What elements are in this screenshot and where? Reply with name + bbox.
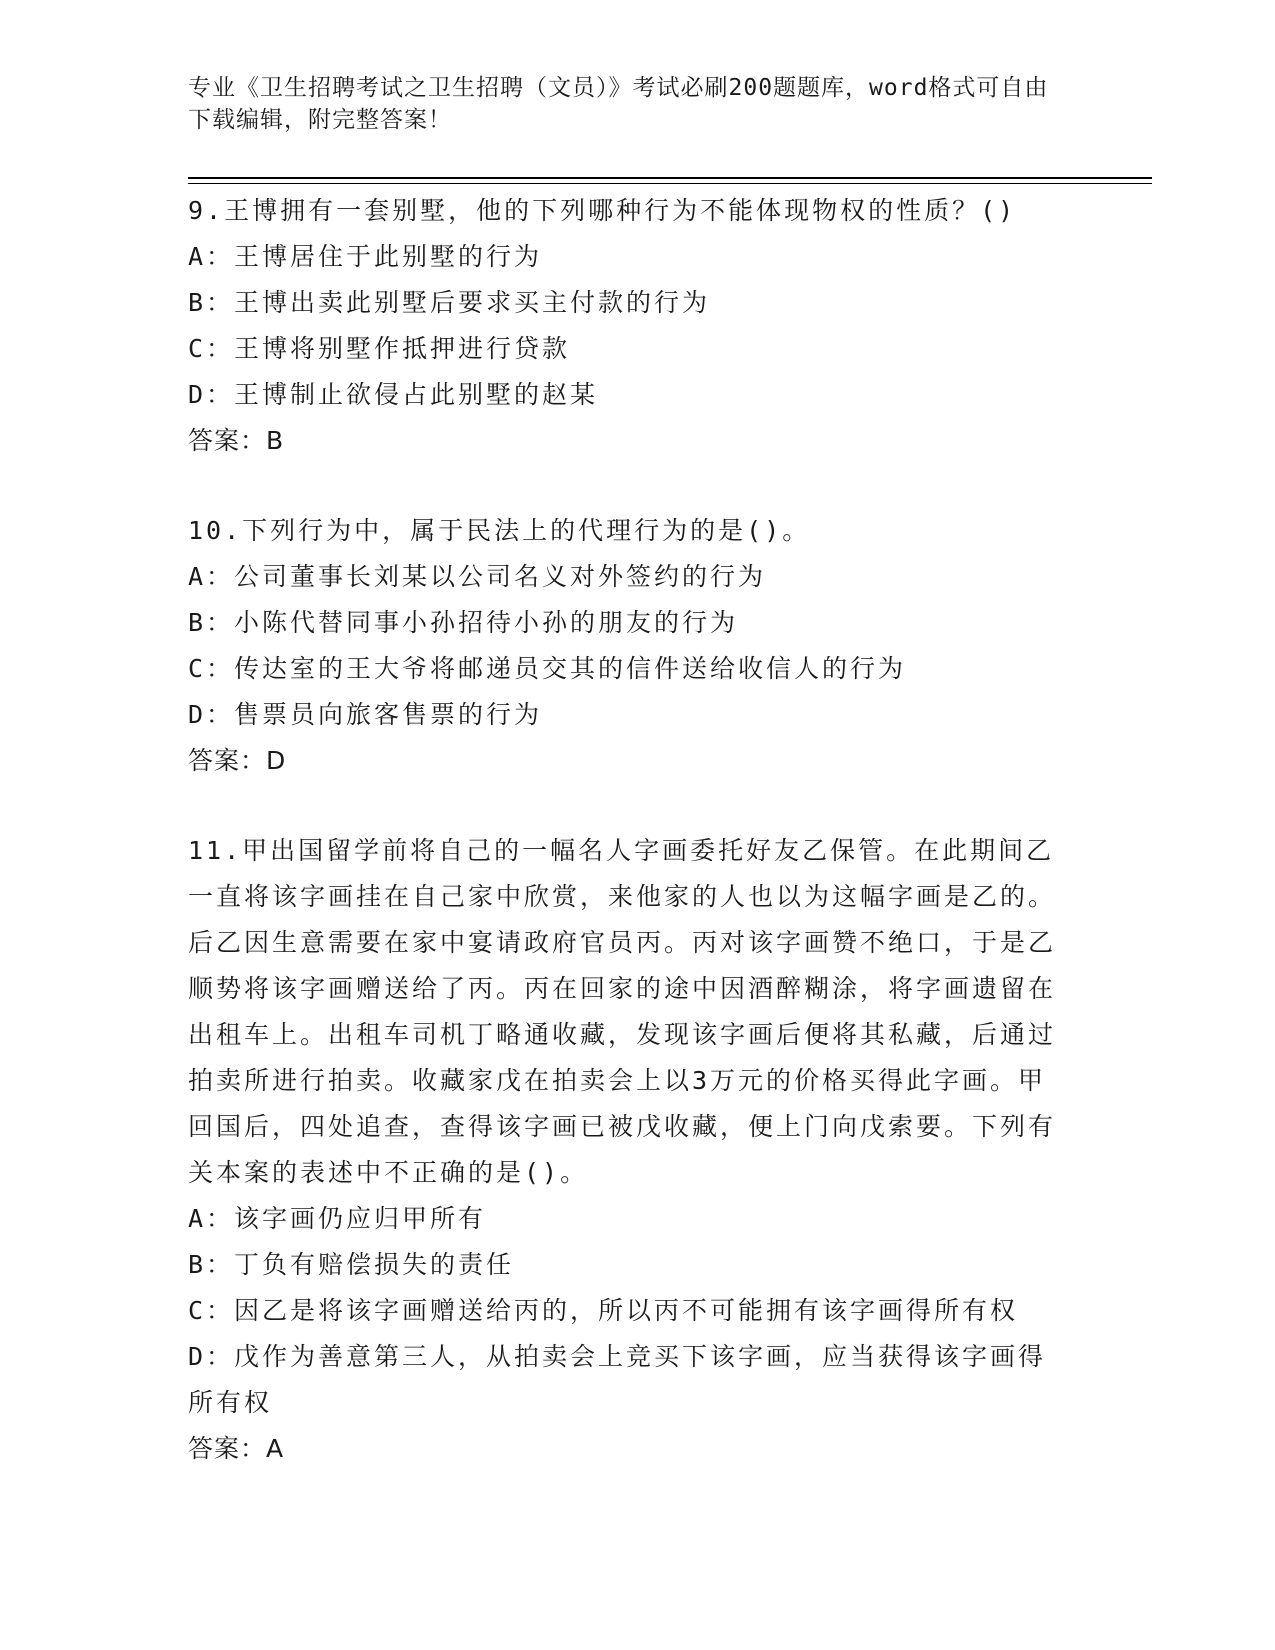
question-9 [188, 188, 1068, 464]
question-list [188, 188, 1068, 1516]
answer-label: 答案：B [188, 426, 285, 455]
answer-label: 答案：D [188, 746, 287, 775]
option-b: B：小陈代替同事小孙招待小孙的朋友的行为 [188, 608, 739, 637]
question-stem: 11.甲出国留学前将自己的一幅名人字画委托好友乙保管。在此期间乙一直将该字画挂在自己家中欣赏，来他家的人也以为这幅字画是乙的。后乙因生意需要在家中宴请政府官员丙。丙对该字画赞不绝口，于是乙顺势将该字画赠送给了丙。丙在回家的途中因酒醉糊涂，将字画遗留在出租车上。出租车司机丁略通收藏，发现该字画后便将其私藏，后通过拍卖所进行拍卖。收藏家戊在拍卖会上以3万元的价格买得此字画。甲回国后，四处追查，查得该字画已被戊收藏，便上门向戊索要。下列有关本案的表述中不正确的是()。 [188, 836, 1057, 1187]
header-divider-thin [188, 183, 1152, 184]
option-a: A：王博居住于此别墅的行为 [188, 242, 543, 271]
option-a: A：该字画仍应归甲所有 [188, 1204, 487, 1233]
option-b: B：丁负有赔偿损失的责任 [188, 1250, 515, 1279]
option-d: D：王博制止欲侵占此别墅的赵某 [188, 380, 599, 409]
question-stem: 9.王博拥有一套别墅，他的下列哪种行为不能体现物权的性质？() [188, 196, 1017, 225]
document-header: 专业《卫生招聘考试之卫生招聘（文员）》考试必刷200题题库，word格式可自由下载编辑，附完整答案！ [188, 75, 1049, 133]
question-11 [188, 828, 1068, 1472]
question-10 [188, 508, 1068, 784]
option-c: C：传达室的王大爷将邮递员交其的信件送给收信人的行为 [188, 654, 907, 683]
option-a: A：公司董事长刘某以公司名义对外签约的行为 [188, 562, 767, 591]
header-divider-thick [188, 177, 1152, 179]
option-b: B：王博出卖此别墅后要求买主付款的行为 [188, 288, 711, 317]
option-c: C：王博将别墅作抵押进行贷款 [188, 334, 571, 363]
answer-label: 答案：A [188, 1434, 285, 1463]
option-d: D：售票员向旅客售票的行为 [188, 700, 543, 729]
option-d: D：戊作为善意第三人，从拍卖会上竞买下该字画，应当获得该字画得所有权 [188, 1342, 1047, 1417]
option-c: C：因乙是将该字画赠送给丙的，所以丙不可能拥有该字画得所有权 [188, 1296, 1019, 1325]
question-stem: 10.下列行为中，属于民法上的代理行为的是()。 [188, 516, 811, 545]
